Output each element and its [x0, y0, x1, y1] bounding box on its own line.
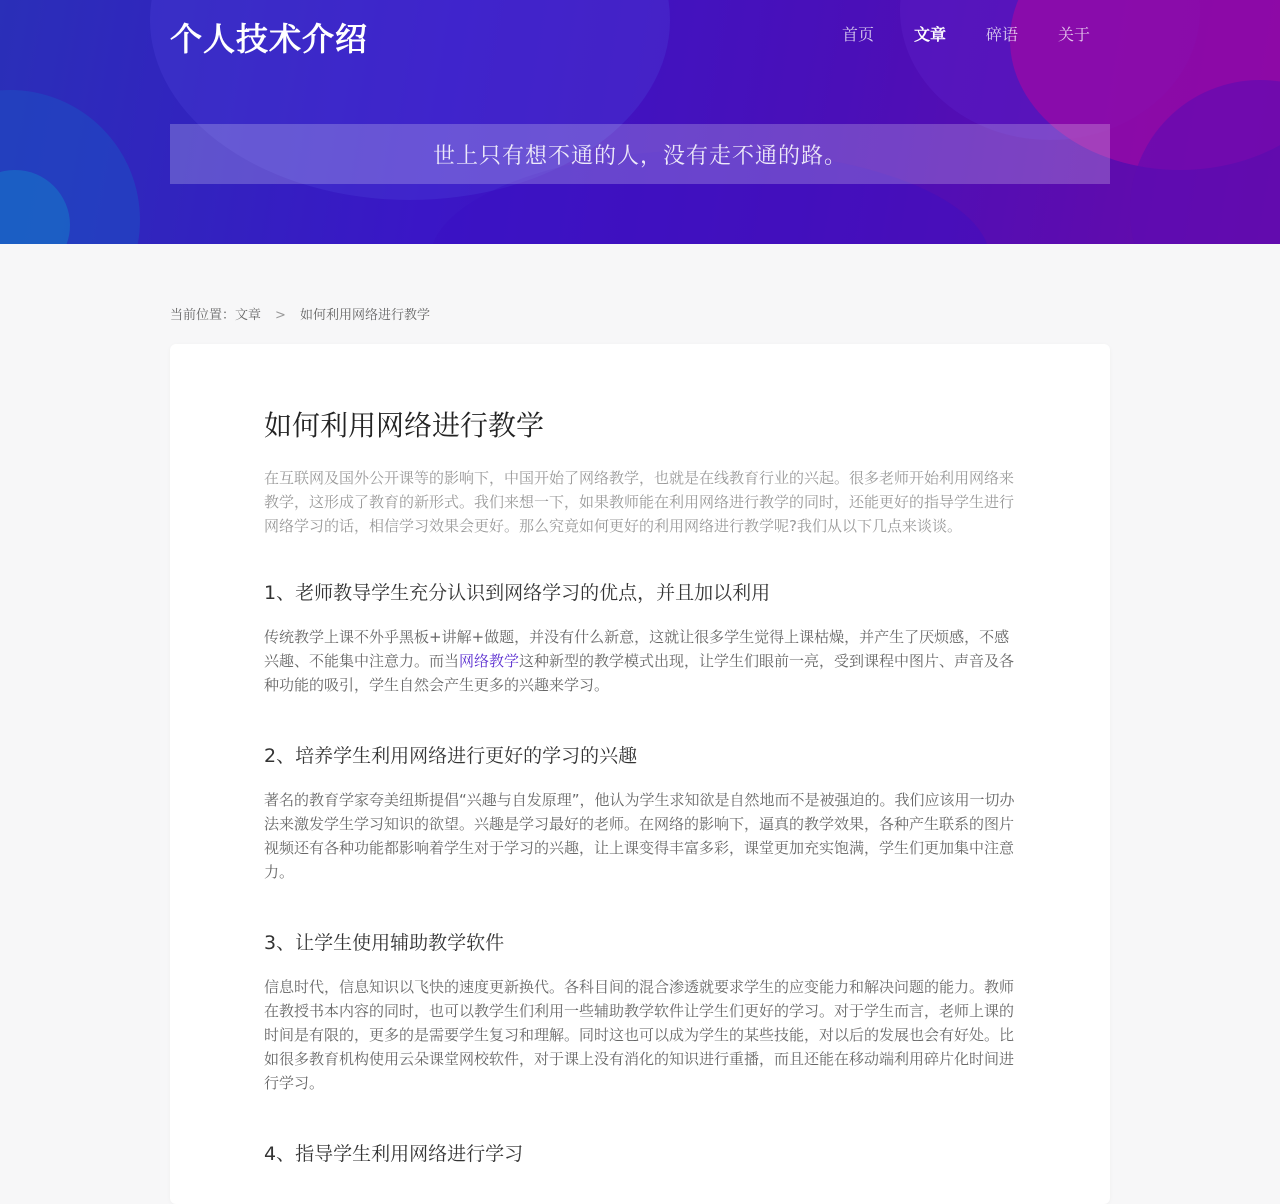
breadcrumb-current: 如何利用网络进行教学	[299, 308, 430, 323]
section-heading: 4、指导学生利用网络进行学习	[264, 1143, 524, 1165]
paragraph-text: 这种新型的教学模式出现，让学生们眼前一亮，受到课程中图片、声音及各种功能的吸引，学生自然会产生更多的兴趣来学习。	[264, 652, 1015, 694]
article-card	[170, 344, 1110, 1204]
nav-item-about[interactable]: 关于	[1057, 25, 1090, 44]
site-title[interactable]: 个人技术介绍	[170, 20, 369, 58]
breadcrumb-prefix: 当前位置：	[170, 308, 236, 323]
online-teaching-link[interactable]: 网络教学	[459, 652, 520, 670]
motto-text: 世上只有想不通的人，没有走不通的路。	[432, 143, 847, 169]
section-paragraph: 信息时代，信息知识以飞快的速度更新换代。各科目间的混合渗透就要求学生的应变能力和解决问题的能力。教师在教授书本内容的同时，也可以教学生们利用一些辅助教学软件让学生们更好的学习。对于学生而言，老师上课的时间是有限的，更多的是需要学生复习和理解。同时这也可以成为学生的某些技能，对以后的发展也会有好处。比如很多教育机构使用云朵课堂网校软件，对于课上没有消化的知识进行重播，而且还能在移动端利用碎片化时间进行学习。	[264, 978, 1015, 1092]
motto-banner	[170, 124, 1110, 184]
section-heading: 1、老师教导学生充分认识到网络学习的优点，并且加以利用	[264, 582, 771, 604]
article-intro: 在互联网及国外公开课等的影响下，中国开始了网络教学，也就是在线教育行业的兴起。很多老师开始利用网络来教学，这形成了教育的新形式。我们来想一下，如果教师能在利用网络进行教学的同时，还能更好的指导学生进行网络学习的话，相信学习效果会更好。那么究竟如何更好的利用网络进行教学呢?我们从以下几点来谈谈。	[264, 469, 1015, 535]
nav-item-notes[interactable]: 碎语	[985, 25, 1018, 44]
section-paragraph	[264, 625, 1018, 697]
paragraph-text: 传统教学上课不外乎黑板+讲解+做题，并没有什么新意，这就让很多学生觉得上课枯燥，并产生了厌烦感，不感兴趣、不能集中注意力。而当	[264, 628, 1010, 670]
section-heading: 2、培养学生利用网络进行更好的学习的兴趣	[264, 745, 638, 767]
section-paragraph: 著名的教育学家夸美纽斯提倡“兴趣与自发原理”，他认为学生求知欲是自然地而不是被强迫的。我们应该用一切办法来激发学生学习知识的欲望。兴趣是学习最好的老师。在网络的影响下，逼真的教学效果，各种产生联系的图片视频还有各种功能都影响着学生对于学习的兴趣，让上课变得丰富多彩，课堂更加充实饱满，学生们更加集中注意力。	[264, 791, 1015, 881]
article-title: 如何利用网络进行教学	[264, 409, 545, 442]
breadcrumb-link-articles[interactable]: 文章	[235, 308, 262, 323]
nav-item-articles[interactable]: 文章	[913, 25, 946, 44]
breadcrumb-separator: >	[275, 308, 286, 323]
main-nav	[842, 22, 1090, 45]
breadcrumb	[170, 304, 430, 323]
nav-item-home[interactable]: 首页	[841, 25, 874, 44]
article-content	[264, 404, 1018, 1186]
section-heading: 3、让学生使用辅助教学软件	[264, 932, 505, 954]
hero-banner	[0, 0, 1280, 244]
